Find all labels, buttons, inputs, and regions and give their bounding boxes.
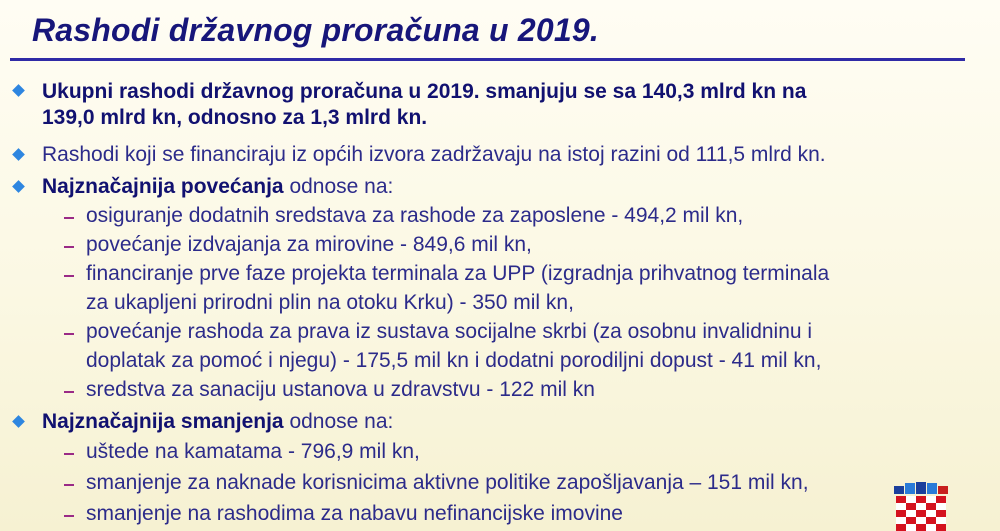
- bullet-icon: [12, 148, 25, 161]
- bullet-icon: [12, 180, 25, 193]
- dash-icon: [64, 484, 74, 486]
- item-4-heading: [42, 410, 393, 434]
- page-title: Rashodi državnog proračuna u 2019.: [32, 12, 599, 48]
- sub-item: smanjenje za naknade korisnicima aktivne politike zapošljavanja – 151 mil kn,: [86, 471, 809, 494]
- item-1-line-2: 139,0 mlrd kn, odnosno za 1,3 mlrd kn.: [42, 106, 428, 129]
- croatian-coat-of-arms-icon: [886, 478, 956, 531]
- item-3-heading: [42, 175, 393, 199]
- sub-item: financiranje prve faze projekta terminala za UPP (izgradnja prihvatnog terminala: [86, 262, 830, 285]
- sub-item-continuation: doplatak za pomoć i njegu) - 175,5 mil kn i dodatni porodiljni dopust - 41 mil kn,: [86, 349, 822, 372]
- item-3-rest: odnose na:: [283, 175, 394, 198]
- sub-item: povećanje rashoda za prava iz sustava socijalne skrbi (za osobnu invalidninu i: [86, 320, 813, 343]
- dash-icon: [64, 217, 74, 219]
- dash-icon: [64, 515, 74, 517]
- sub-item-continuation: za ukapljeni prirodni plin na otoku Krku) - 350 mil kn,: [86, 291, 574, 314]
- title-underline: [10, 58, 965, 61]
- dash-icon: [64, 453, 74, 455]
- sub-item: osiguranje dodatnih sredstava za rashode za zaposlene - 494,2 mil kn,: [86, 204, 744, 227]
- dash-icon: [64, 275, 74, 277]
- item-3-bold: Najznačajnija povećanja: [42, 175, 284, 198]
- dash-icon: [64, 391, 74, 393]
- sub-item: uštede na kamatama - 796,9 mil kn,: [86, 440, 420, 463]
- bullet-icon: [12, 415, 25, 428]
- bullet-icon: [12, 84, 25, 97]
- sub-item: smanjenje na rashodima za nabavu nefinancijske imovine: [86, 502, 623, 525]
- dash-icon: [64, 246, 74, 248]
- dash-icon: [64, 333, 74, 335]
- sub-item: povećanje izdvajanja za mirovine - 849,6 mil kn,: [86, 233, 532, 256]
- sub-item: sredstva za sanaciju ustanova u zdravstvu - 122 mil kn: [86, 378, 595, 401]
- item-2-text: Rashodi koji se financiraju iz općih izvora zadržavaju na istoj razini od 111,5 mlrd kn.: [42, 143, 826, 166]
- item-4-bold: Najznačajnija smanjenja: [42, 410, 284, 433]
- item-4-rest: odnose na:: [283, 410, 394, 433]
- item-1-line-1: Ukupni rashodi državnog proračuna u 2019. smanjuju se sa 140,3 mlrd kn na: [42, 80, 807, 103]
